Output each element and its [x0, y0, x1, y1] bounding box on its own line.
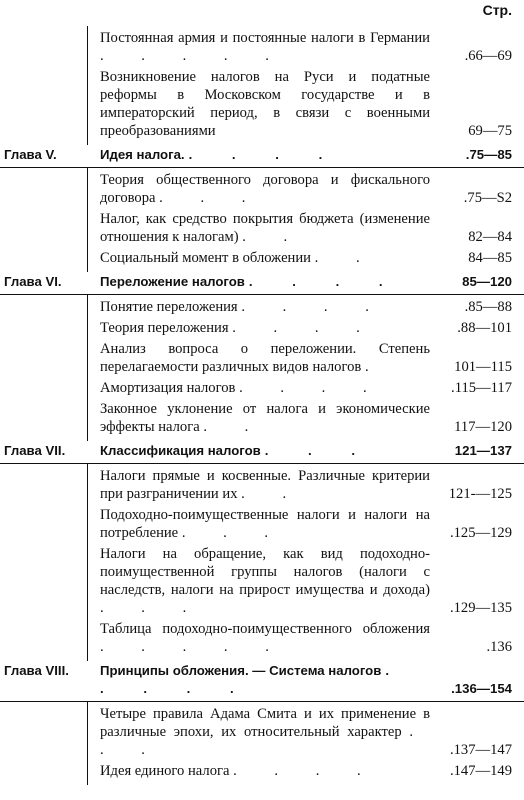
intro-sections: [87, 26, 524, 145]
chapter-heading: Глава VIII. Принципы обложения. — Система налогов . . . . . .136—154: [0, 661, 524, 702]
chapter-title: Принципы обложения. — Система налогов: [100, 663, 382, 678]
entry-pages: .66—69: [464, 48, 512, 64]
entry-pages: 117—120: [454, 419, 512, 435]
chapter-sections: [87, 295, 524, 441]
chapter-pages: 121—137: [454, 443, 512, 458]
toc-entry: Налоги прямые и косвенные. Различные критерии при разграничении их . . 121-—125: [100, 468, 512, 502]
toc-entry: Законное уклонение от налога и экономические эффекты налога . . 117—120: [100, 401, 512, 435]
chapter-label: Глава V.: [4, 147, 57, 162]
toc-entry: Постоянная армия и постоянные налоги в Германии . . . . . .66—69: [100, 30, 512, 64]
toc-entry: Четыре правила Адама Смита и их применение в различные эпохи, их относительный характер . . . .137—147: [100, 706, 512, 758]
chapter-sections: [87, 464, 524, 661]
chapter-label: Глава VII.: [4, 443, 66, 458]
chapter-pages: .75—85: [465, 147, 512, 162]
table-of-contents: [0, 26, 524, 785]
entry-pages: .115—117: [451, 380, 512, 396]
entry-pages: .137—147: [449, 742, 512, 758]
chapter-heading: Глава V. Идея налога. . . . . .75—85: [0, 145, 524, 168]
entry-pages: 121-—125: [448, 486, 512, 502]
toc-entry: Теория переложения . . . . .88—101: [100, 320, 512, 336]
entry-pages: 101—115: [454, 359, 512, 375]
toc-entry: Налог, как средство покрытия бюджета (изменение отношения к налогам) . . 82—84: [100, 211, 512, 245]
chapter-pages: 85—120: [462, 274, 512, 289]
toc-entry: Возникновение налогов на Руси и податные реформы в Московском государстве и в императорский период, в связи с военными преобразованиями 69—75: [100, 69, 512, 139]
entry-pages: .125—129: [449, 525, 512, 541]
entry-pages: .75—S2: [463, 190, 512, 206]
toc-entry: Социальный момент в обложении . . 84—85: [100, 250, 512, 266]
toc-entry: Идея единого налога . . . . .147—149: [100, 763, 512, 779]
chapter-sections: [87, 168, 524, 272]
chapter-title: Переложение налогов: [100, 274, 245, 289]
chapter-label: Глава VIII.: [4, 663, 69, 678]
entry-pages: .136: [486, 639, 512, 655]
entry-pages: .85—88: [464, 299, 512, 315]
chapter-heading: Глава VII. Классификация налогов . . . 121—137: [0, 441, 524, 464]
chapter-pages: .136—154: [451, 681, 512, 696]
entry-pages: 82—84: [468, 229, 512, 245]
toc-entry: Анализ вопроса о переложении. Степень перелагаемости различных видов налогов . 101—115: [100, 341, 512, 375]
chapter-title: Классификация налогов: [100, 443, 261, 458]
chapter-sections: [87, 702, 524, 785]
entry-pages: .88—101: [457, 320, 512, 336]
toc-entry: Налоги на обращение, как вид подоходно-поимущественной группы налогов (налоги с наследств, налоги на прирост имущества и дохода) . . . .129—135: [100, 546, 512, 616]
toc-entry: Теория общественного договора и фискального договора . . . .75—S2: [100, 172, 512, 206]
entry-pages: .147—149: [449, 763, 512, 779]
toc-entry: Амортизация налогов . . . . .115—117: [100, 380, 512, 396]
toc-entry: Подоходно-поимущественные налоги и налоги на потребление . . . .125—129: [100, 507, 512, 541]
chapter-heading: Глава VI. Переложение налогов . . . . 85—120: [0, 272, 524, 295]
toc-entry: Таблица подоходно-поимущественного обложения . . . . . .136: [100, 621, 512, 655]
chapter-label: Глава VI.: [4, 274, 62, 289]
entry-pages: 69—75: [468, 123, 512, 139]
toc-entry: Понятие переложения . . . . .85—88: [100, 299, 512, 315]
entry-pages: .129—135: [449, 600, 512, 616]
pages-column-header: Стр.: [482, 2, 512, 18]
chapter-title: Идея налога.: [100, 147, 185, 162]
entry-pages: 84—85: [468, 250, 512, 266]
